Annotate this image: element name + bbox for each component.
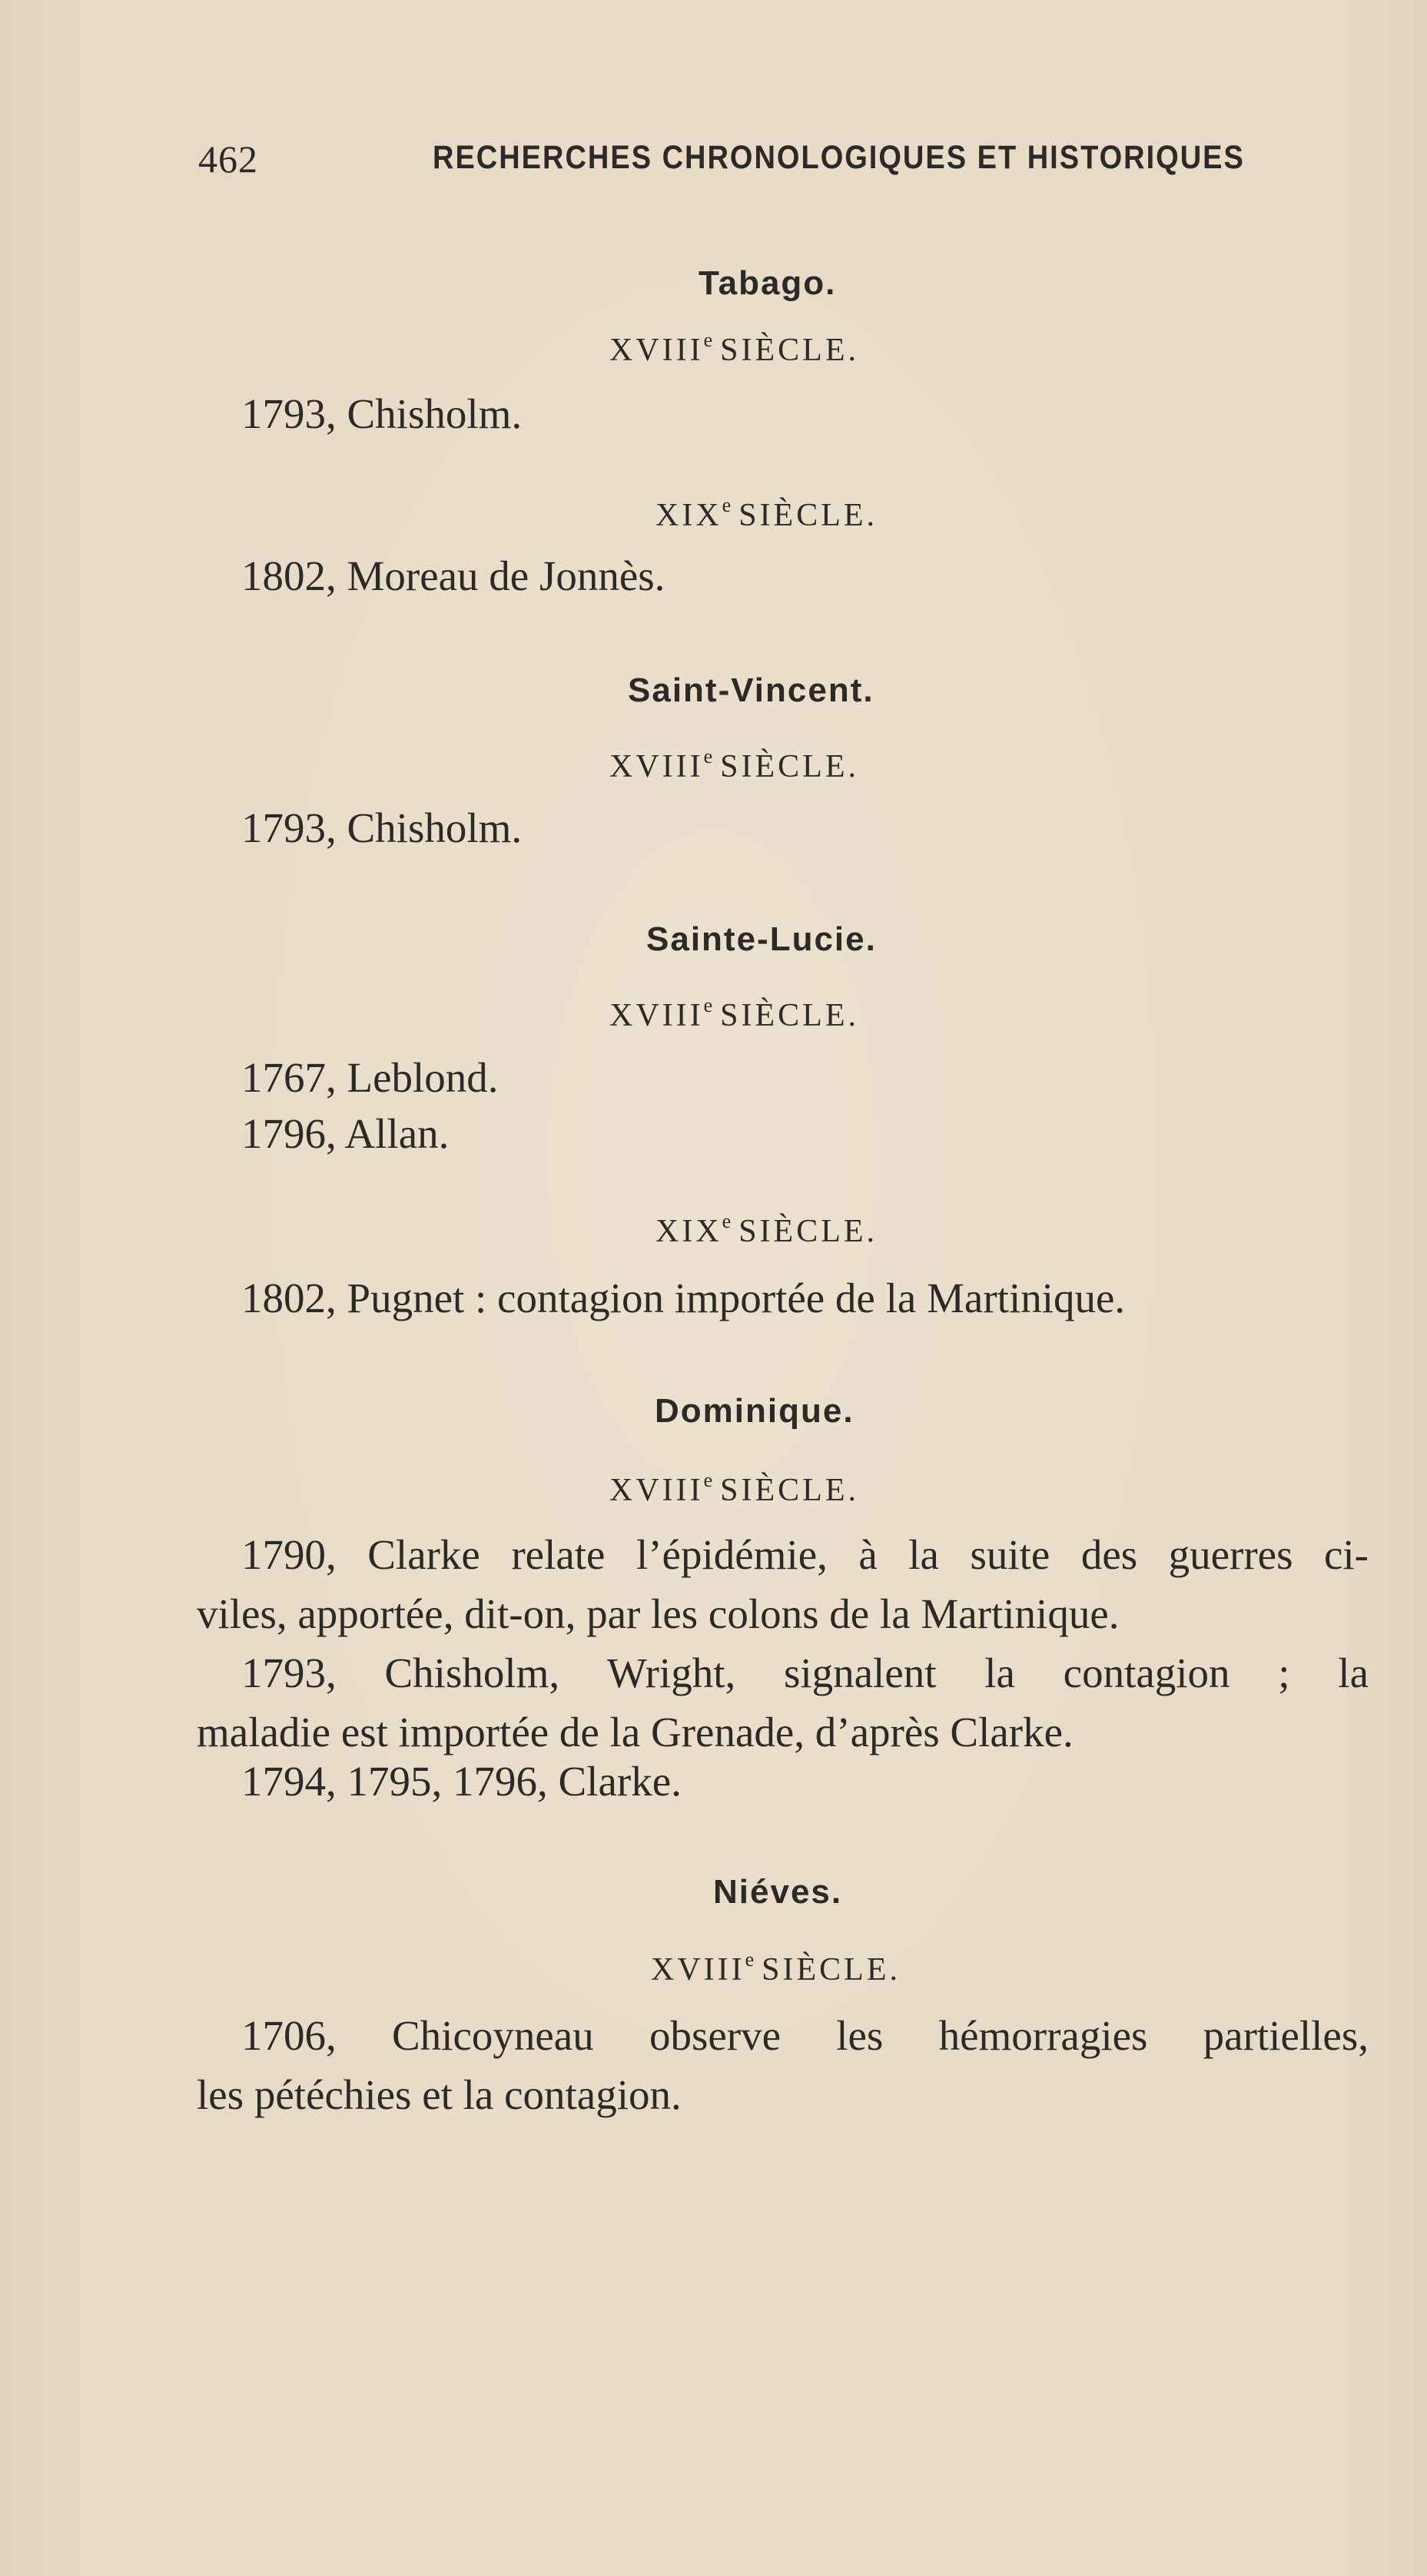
century-numeral: XIX [655, 1214, 722, 1249]
century-superscript: e [745, 1948, 755, 1971]
section-title-saint-vincent: Saint-Vincent. [628, 671, 874, 709]
entry-sainte-lucie-1796: 1796, Allan. [241, 1110, 450, 1157]
entry-sainte-lucie-1767: 1767, Leblond. [241, 1054, 499, 1101]
century-numeral: XVIII [651, 1952, 745, 1988]
century-heading-xviii-sainte-lucie [609, 994, 859, 1034]
entry-tabago-1793: 1793, Chisholm. [241, 390, 523, 437]
century-heading-xix-tabago [655, 494, 878, 534]
century-superscript: e [722, 1210, 732, 1232]
entry-dominique-1794: 1794, 1795, 1796, Clarke. [241, 1758, 682, 1805]
century-superscript: e [722, 494, 732, 516]
century-heading-xviii-nieves [651, 1948, 901, 1988]
paragraph-line: 1793, Chisholm, Wright, signalent la contagion ; la [241, 1649, 1369, 1696]
section-title-sainte-lucie: Sainte-Lucie. [646, 920, 877, 958]
century-numeral: XVIII [609, 333, 704, 368]
paragraph-line: les pétéchies et la contagion. [197, 2071, 682, 2118]
paragraph-nieves-1706 [197, 2006, 1369, 2124]
entry-tabago-1802: 1802, Moreau de Jonnès. [241, 552, 665, 599]
century-superscript: e [703, 329, 713, 351]
century-word: SIÈCLE. [720, 333, 859, 368]
century-superscript: e [703, 994, 713, 1016]
century-numeral: XVIII [609, 998, 704, 1033]
entry-sainte-lucie-1802: 1802, Pugnet : contagion importée de la Martinique. [241, 1275, 1126, 1321]
century-heading-xix-sainte-lucie [655, 1210, 878, 1250]
paragraph-dominique-1793 [197, 1643, 1369, 1762]
century-superscript: e [703, 1469, 713, 1491]
century-word: SIÈCLE. [762, 1952, 901, 1988]
century-numeral: XVIII [609, 749, 704, 784]
page-number: 462 [198, 138, 258, 181]
century-numeral: XIX [655, 498, 722, 533]
century-superscript: e [703, 745, 713, 767]
century-word: SIÈCLE. [720, 998, 859, 1033]
paragraph-line: maladie est importée de la Grenade, d’après Clarke. [197, 1709, 1074, 1755]
century-heading-xviii-dominique [609, 1469, 859, 1509]
paragraph-line: viles, apportée, dit-on, par les colons de la Martinique. [197, 1590, 1120, 1637]
century-heading-xviii-saint-vincent [609, 745, 859, 785]
section-title-dominique: Dominique. [655, 1392, 855, 1430]
running-head: RECHERCHES CHRONOLOGIQUES ET HISTORIQUES [433, 140, 1245, 177]
entry-saint-vincent-1793: 1793, Chisholm. [241, 804, 523, 851]
section-title-tabago: Tabago. [699, 264, 837, 302]
century-word: SIÈCLE. [720, 1473, 859, 1508]
paragraph-dominique-1790 [197, 1525, 1369, 1643]
century-numeral: XVIII [609, 1473, 704, 1508]
century-heading-xviii-tabago [609, 329, 859, 369]
century-word: SIÈCLE. [738, 498, 878, 533]
section-title-nieves: Niéves. [713, 1873, 843, 1911]
century-word: SIÈCLE. [720, 749, 859, 784]
century-word: SIÈCLE. [738, 1214, 878, 1249]
paragraph-line: 1790, Clarke relate l’épidémie, à la suite des guerres ci- [241, 1531, 1369, 1578]
paragraph-line: 1706, Chicoyneau observe les hémorragies partielles, [241, 2012, 1369, 2059]
